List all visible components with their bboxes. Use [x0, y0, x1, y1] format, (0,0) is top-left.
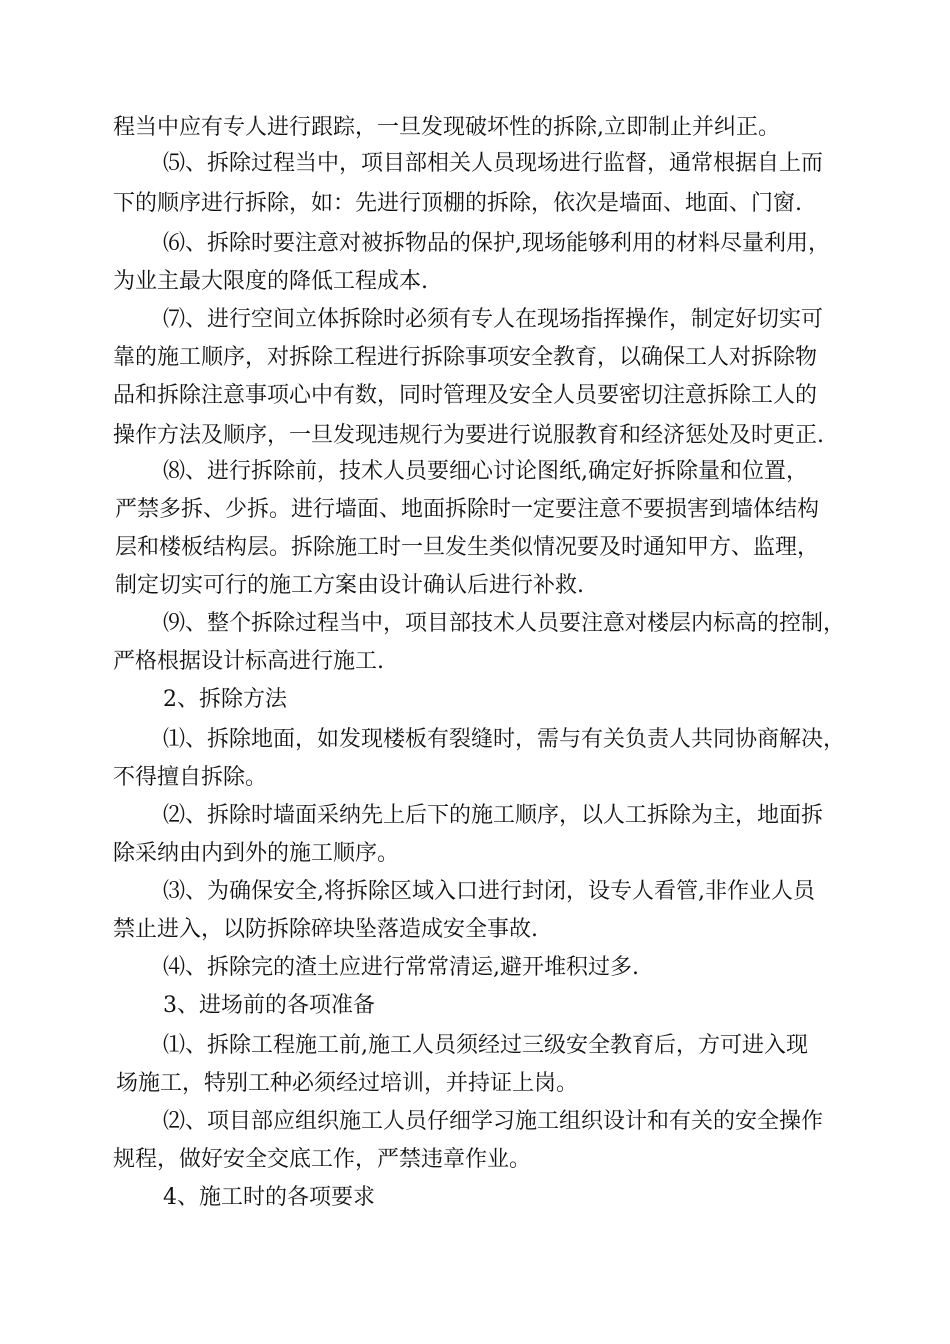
text-line: 严禁多拆、少拆。进行墙面、地面拆除时一定要注意不要损害到墙体结构: [115, 497, 820, 522]
section-heading: 3、进场前的各项准备: [163, 993, 375, 1018]
text-line: ⑵、拆除时墙面采纳先上后下的施工顺序，以人工拆除为主，地面拆: [163, 803, 824, 828]
text-line: 规程，做好安全交底工作，严禁违章作业。: [113, 1147, 532, 1172]
text-line: 下的顺序进行拆除，如：先进行顶棚的拆除，依次是墙面、地面、门窗.: [113, 191, 802, 216]
text-line: 除采纳由内到外的施工顺序。: [113, 841, 400, 866]
text-line: 程当中应有专人进行跟踪，一旦发现破坏性的拆除,立即制止并纠正。: [113, 115, 780, 140]
text-line: 制定切实可行的施工方案由设计确认后进行补救.: [115, 573, 584, 598]
text-line: 不得擅自拆除。: [113, 765, 268, 790]
text-line: ⑵、项目部应组织施工人员仔细学习施工组织设计和有关的安全操作: [163, 1109, 824, 1134]
text-line: 场施工，特别工种必须经过培训，并持证上岗。: [116, 1071, 579, 1096]
text-line: ⑼、整个拆除过程当中，项目部技术人员要注意对楼层内标高的控制，: [163, 611, 846, 636]
text-line: ⑴、拆除工程施工前,施工人员须经过三级安全教育后，方可进入现: [163, 1033, 808, 1058]
text-line: ⑺、进行空间立体拆除时必须有专人在现场指挥操作，制定好切实可: [163, 307, 824, 332]
text-line: 靠的施工顺序，对拆除工程进行拆除事项安全教育，以确保工人对拆除物: [113, 345, 818, 370]
section-heading: 4、施工时的各项要求: [163, 1185, 375, 1210]
text-line: ⑴、拆除地面，如发现楼板有裂缝时，需与有关负责人共同协商解决，: [163, 727, 846, 752]
text-line: ⑸、拆除过程当中，项目部相关人员现场进行监督，通常根据自上而: [163, 151, 824, 176]
text-line: 操作方法及顺序，一旦发现违规行为要进行说服教育和经济惩处及时更正.: [113, 423, 824, 448]
text-line: 严格根据设计标高进行施工.: [113, 649, 384, 674]
text-line: 为业主最大限度的降低工程成本.: [113, 269, 428, 294]
text-line: ⑶、为确保安全,将拆除区域入口进行封闭，设专人看管,非作业人员: [163, 879, 815, 904]
text-line: ⑷、拆除完的渣土应进行常常清运,避开堆积过多.: [163, 955, 639, 980]
text-line: ⑹、拆除时要注意对被拆物品的保护,现场能够利用的材料尽量利用，: [163, 231, 830, 256]
text-line: 层和楼板结构层。拆除施工时一旦发生类似情况要及时通知甲方、监理，: [115, 535, 820, 560]
text-line: 品和拆除注意事项心中有数，同时管理及安全人员要密切注意拆除工人的: [113, 383, 818, 408]
text-line: 禁止进入，以防拆除碎块坠落造成安全事故.: [113, 917, 538, 942]
text-line: ⑻、进行拆除前，技术人员要细心讨论图纸,确定好拆除量和位置，: [163, 459, 808, 484]
section-heading: 2、拆除方法: [163, 687, 287, 712]
